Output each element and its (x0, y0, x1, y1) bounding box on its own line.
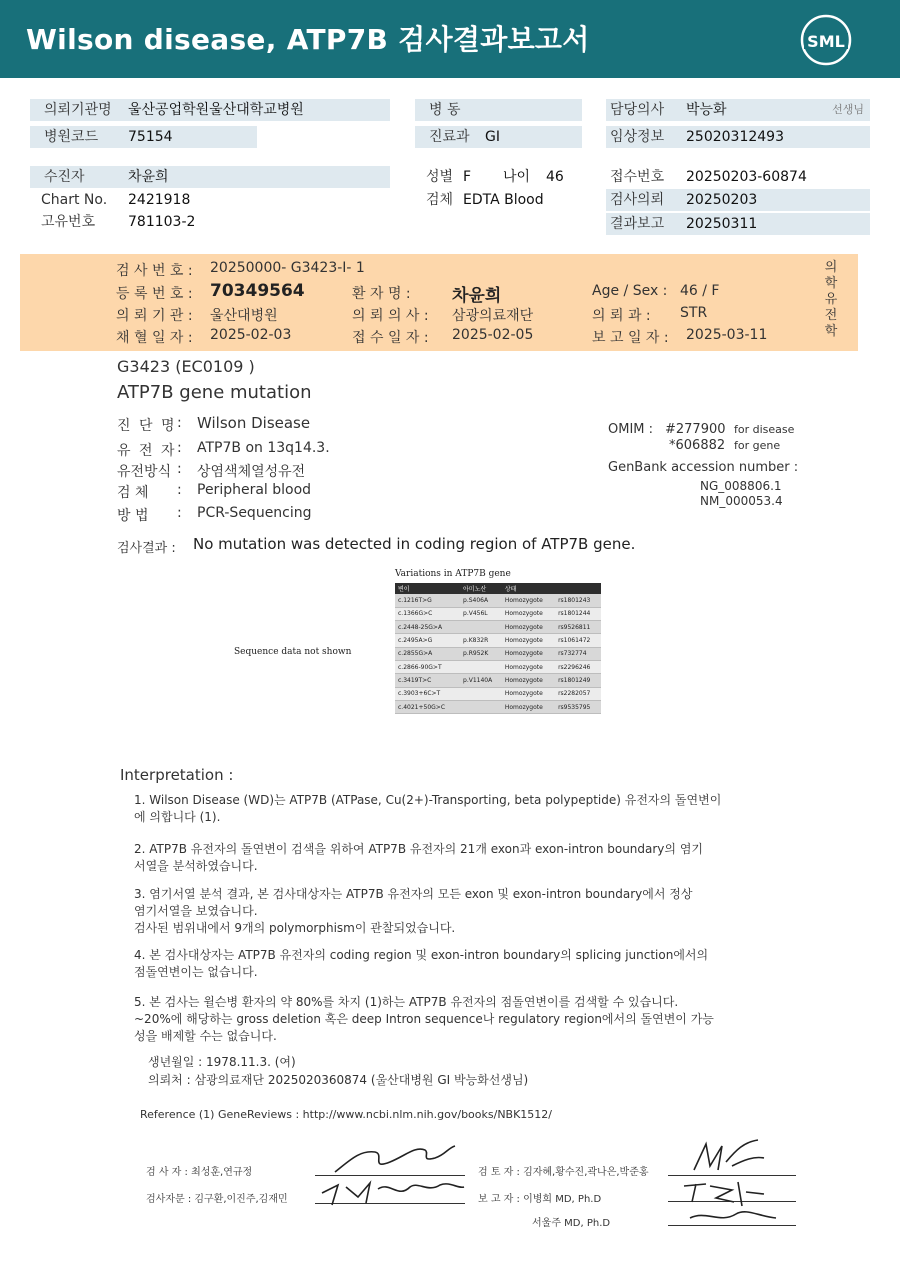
table-cell: c.1366G>C (395, 607, 460, 620)
table-cell: Homozygote (502, 621, 555, 634)
inheritance-row (117, 461, 417, 481)
ward-label: 병 동 (429, 102, 461, 118)
table-cell: Homozygote (502, 647, 555, 660)
clinical-value: 25020312493 (686, 129, 784, 145)
table-row (395, 687, 601, 700)
table-cell: rs9526811 (555, 621, 601, 634)
chart-label: Chart No. (41, 192, 108, 208)
table-row (395, 674, 601, 687)
band-vertical-label (822, 260, 840, 340)
reviewer-signature-icon (688, 1136, 768, 1176)
patient-label: 수진자 (44, 169, 85, 185)
result-value: No mutation was detected in coding region of ATP7B gene. (193, 535, 636, 553)
band-age-sex-label: Age / Sex : (592, 283, 668, 299)
table-cell: c.1216T>G (395, 594, 460, 607)
diagnosis-value: Wilson Disease (197, 414, 311, 432)
request-value: 20250203 (686, 192, 758, 208)
table-cell: rs1801249 (555, 674, 601, 687)
referrer: 의뢰처 : 삼광의료재단 2025020360874 (울산대병원 GI 박능화선생님) (148, 1073, 529, 1087)
band-vertical-char: 학 (824, 276, 838, 291)
table-row (395, 660, 601, 673)
interpretation-line: 염기서열을 보였습니다. (134, 904, 258, 918)
clinical-label: 임상정보 (610, 129, 665, 145)
table-cell: p.K832R (460, 634, 502, 647)
table-cell: Homozygote (502, 594, 555, 607)
report-header (0, 0, 900, 78)
table-cell: Homozygote (502, 634, 555, 647)
method-label: 방 법 (117, 508, 149, 524)
variations-header-cell: 변이 (395, 583, 460, 594)
table-cell: p.V1140A (460, 674, 502, 687)
table-cell: Homozygote (502, 674, 555, 687)
interpretation-line: 2. ATP7B 유전자의 돌연변이 검색을 위하여 ATP7B 유전자의 21개 exon과 exon-intron boundary의 염기 (134, 842, 704, 856)
method-value: PCR-Sequencing (197, 505, 312, 521)
band-collect-label: 채 혈 일 자 : (116, 330, 193, 346)
hospital-code-row (30, 126, 257, 148)
request-label: 검사의뢰 (610, 192, 665, 208)
specimen-value: EDTA Blood (463, 192, 544, 208)
band-vertical-char: 학 (824, 324, 838, 339)
interpretation-title: Interpretation : (120, 766, 234, 784)
table-row (395, 621, 601, 634)
chart-value: 2421918 (128, 192, 191, 208)
report-date-row (606, 213, 870, 235)
table-cell: c.2495A>G (395, 634, 460, 647)
inheritance-label: 유전방식 (117, 464, 172, 480)
interpretation-line: ~20%에 해당하는 gross deletion 혹은 deep Intron sequence나 regulatory region에서의 돌연변이 가능 (134, 1012, 714, 1026)
omim-gene-note: for gene (734, 439, 781, 452)
table-cell (460, 700, 502, 713)
variations-table (395, 583, 601, 714)
lab-header-band (20, 254, 858, 351)
table-cell: Homozygote (502, 660, 555, 673)
variations-caption: Variations in ATP7B gene (395, 569, 511, 579)
table-row (395, 647, 601, 660)
table-cell: c.3419T>C (395, 674, 460, 687)
table-row (395, 634, 601, 647)
method-colon: : (177, 505, 182, 521)
doctor-suffix: 선생님 (832, 103, 864, 116)
reviewer-label: 검 토 자 : 김자혜,황수진,곽나은,박준홍 (478, 1167, 649, 1178)
result-label: 검사결과 : (117, 541, 176, 556)
genbank-label: GenBank accession number : (608, 460, 799, 475)
interpretation-line: 5. 본 검사는 윌슨병 환자의 약 80%를 차지 (1)하는 ATP7B 유전자의 점돌연변이를 검색할 수 있습니다. (134, 995, 679, 1009)
omim-disease: #277900 (665, 422, 726, 437)
table-cell: rs2296246 (555, 660, 601, 673)
omim-disease-note: for disease (734, 423, 795, 436)
specimen-detail-colon: : (177, 482, 182, 498)
table-cell: rs1061472 (555, 634, 601, 647)
band-recv-value: 2025-02-05 (452, 327, 534, 343)
dept-label: 진료과 (429, 129, 470, 145)
variations-header-cell (555, 583, 601, 594)
logo-text: SML (807, 32, 845, 51)
inheritance-colon: : (177, 461, 182, 477)
interpretation-line: 점돌연변이는 없습니다. (134, 965, 258, 979)
dept-value: GI (485, 129, 500, 145)
band-vertical-char: 유 (824, 292, 838, 307)
table-cell: c.3903+6C>T (395, 687, 460, 700)
gene-row (117, 440, 417, 460)
table-cell: p.S406A (460, 594, 502, 607)
unique-value: 781103-2 (128, 214, 196, 230)
method-row (117, 505, 417, 525)
band-patient-label: 환 자 명 : (352, 286, 411, 302)
genbank-accession-2: NM_000053.4 (700, 494, 783, 508)
variations-header-cell: 상태 (502, 583, 555, 594)
variations-table-block (395, 569, 602, 714)
band-req-doc-value: 삼광의료재단 (452, 308, 534, 324)
reporter-label: 보 고 자 : 이병희 MD, Ph.D (478, 1194, 602, 1205)
institution-row (30, 99, 390, 121)
band-req-doc-label: 의 뢰 의 사 : (352, 308, 429, 324)
table-row (395, 594, 601, 607)
chart-row (30, 189, 390, 211)
diagnosis-row (117, 415, 417, 435)
table-cell (460, 621, 502, 634)
band-vertical-char: 전 (824, 308, 838, 323)
table-cell (460, 660, 502, 673)
interpretation-paragraph-4 (134, 947, 794, 981)
report-label: 결과보고 (610, 216, 665, 232)
receipt-value: 20250203-60874 (686, 169, 807, 185)
receipt-label: 접수번호 (610, 169, 665, 185)
variations-header-cell: 아미노산 (460, 583, 502, 594)
table-cell: p.V456L (460, 607, 502, 620)
band-patient-value: 차윤희 (452, 286, 502, 306)
interpretation-paragraph-2 (134, 841, 794, 875)
band-test-no-value: 20250000- G3423-I- 1 (210, 260, 365, 276)
table-cell: rs1801244 (555, 607, 601, 620)
tester-label: 검 사 자 : 최성훈,연규정 (146, 1167, 253, 1178)
variations-header-row (395, 583, 601, 594)
patient-value: 차윤희 (128, 169, 169, 185)
table-row (395, 607, 601, 620)
sequence-note: Sequence data not shown (234, 647, 352, 657)
table-cell: Homozygote (502, 700, 555, 713)
table-cell: rs732774 (555, 647, 601, 660)
band-reg-no-label: 등 록 번 호 : (116, 286, 193, 302)
ward-row (415, 99, 582, 121)
interpretation-paragraph-3 (134, 886, 794, 937)
birth-date: 생년월일 : 1978.11.3. (여) (148, 1055, 296, 1069)
interpretation-paragraph-5 (134, 994, 794, 1045)
specimen-row (415, 189, 595, 211)
band-report-label: 보 고 일 자 : (592, 330, 669, 346)
inheritance-value: 상염색체열성유전 (197, 464, 306, 480)
reporter-signature-icon (676, 1176, 786, 1226)
interpretation-line: 3. 염기서열 분석 결과, 본 검사대상자는 ATP7B 유전자의 모든 exon 및 exon-intron boundary에서 정상 (134, 887, 693, 901)
hospital-code-value: 75154 (128, 129, 173, 145)
clinical-row (606, 126, 870, 148)
band-reg-no-value: 70349564 (210, 281, 305, 301)
specimen-label: 검체 (426, 192, 454, 208)
table-cell: c.2448-25G>A (395, 621, 460, 634)
diagnosis-label: 진 단 명 (117, 418, 177, 434)
genbank-accession-1: NG_008806.1 (700, 479, 782, 493)
report-value: 20250311 (686, 216, 758, 232)
band-inst-label: 의 뢰 기 관 : (116, 308, 193, 324)
receipt-row (606, 166, 870, 188)
sex-value: F (463, 169, 472, 185)
interpretation-line: 4. 본 검사대상자는 ATP7B 유전자의 coding region 및 exon-intron boundary의 splicing junction에서의 (134, 948, 709, 962)
advisor-signature-icon (318, 1175, 468, 1209)
specimen-detail-row (117, 482, 417, 502)
diagnosis-colon: : (177, 415, 182, 431)
sml-logo-icon (798, 12, 854, 68)
specimen-detail-label: 검 체 (117, 485, 149, 501)
band-inst-value: 울산대병원 (210, 308, 278, 324)
sex-age-row (415, 166, 595, 188)
sex-label: 성별 (426, 169, 454, 185)
gene-colon: : (177, 440, 182, 456)
omim-label: OMIM : (608, 422, 654, 437)
reference: Reference (1) GeneReviews : http://www.ncbi.nlm.nih.gov/books/NBK1512/ (140, 1108, 553, 1121)
doctor-value: 박능화 (686, 102, 727, 118)
band-collect-value: 2025-02-03 (210, 327, 292, 343)
institution-value: 울산공업학원울산대학교병원 (128, 102, 304, 118)
table-cell: rs9535795 (555, 700, 601, 713)
gene-label: 유 전 자 (117, 443, 177, 459)
table-row (395, 700, 601, 713)
interpretation-line: 서열을 분석하였습니다. (134, 859, 258, 873)
band-age-sex-value: 46 / F (680, 283, 720, 299)
age-label: 나이 (503, 169, 531, 185)
band-req-dept-value: STR (680, 305, 708, 321)
request-row (606, 189, 870, 211)
test-code: G3423 (EC0109 ) (117, 357, 255, 376)
doctor-label: 담당의사 (610, 102, 665, 118)
test-name: ATP7B gene mutation (117, 382, 312, 403)
table-cell (460, 687, 502, 700)
table-cell: p.R952K (460, 647, 502, 660)
unique-label: 고유번호 (41, 214, 96, 230)
band-test-no-label: 검 사 번 호 : (116, 263, 193, 279)
report-title: Wilson disease, ATP7B 검사결과보고서 (26, 23, 590, 56)
interpretation-paragraph-1 (134, 792, 794, 826)
band-req-dept-label: 의 뢰 과 : (592, 308, 651, 324)
interpretation-line: 성을 배제할 수는 없습니다. (134, 1029, 277, 1043)
dept-row (415, 126, 582, 148)
interpretation-line: 에 의합니다 (1). (134, 810, 221, 824)
age-value: 46 (546, 169, 564, 185)
unique-row (30, 211, 390, 233)
table-cell: Homozygote (502, 687, 555, 700)
table-cell: rs1801243 (555, 594, 601, 607)
gene-value: ATP7B on 13q14.3. (197, 440, 330, 456)
table-cell: c.2866-90G>T (395, 660, 460, 673)
table-cell: Homozygote (502, 607, 555, 620)
hospital-code-label: 병원코드 (44, 129, 99, 145)
patient-row (30, 166, 390, 188)
tester-signature-icon (330, 1140, 460, 1180)
interpretation-line: 검사된 범위내에서 9개의 polymorphism이 관찰되었습니다. (134, 921, 456, 935)
table-cell: c.2855G>A (395, 647, 460, 660)
specimen-detail-value: Peripheral blood (197, 482, 312, 498)
band-recv-label: 접 수 일 자 : (352, 330, 429, 346)
advisor-label: 검사자문 : 김구환,이진주,김재민 (146, 1194, 288, 1205)
table-cell: c.4021+50G>C (395, 700, 460, 713)
omim-gene: *606882 (669, 438, 726, 453)
band-report-value: 2025-03-11 (686, 327, 768, 343)
institution-label: 의뢰기관명 (44, 102, 112, 118)
table-cell: rs2282057 (555, 687, 601, 700)
doctor-row (606, 99, 870, 121)
band-vertical-char: 의 (824, 260, 838, 275)
reporter2-label: 서울주 MD, Ph.D (532, 1218, 611, 1229)
interpretation-line: 1. Wilson Disease (WD)는 ATP7B (ATPase, Cu(2+)-Transporting, beta polypeptide) 유전자의 돌연변이 (134, 793, 722, 807)
